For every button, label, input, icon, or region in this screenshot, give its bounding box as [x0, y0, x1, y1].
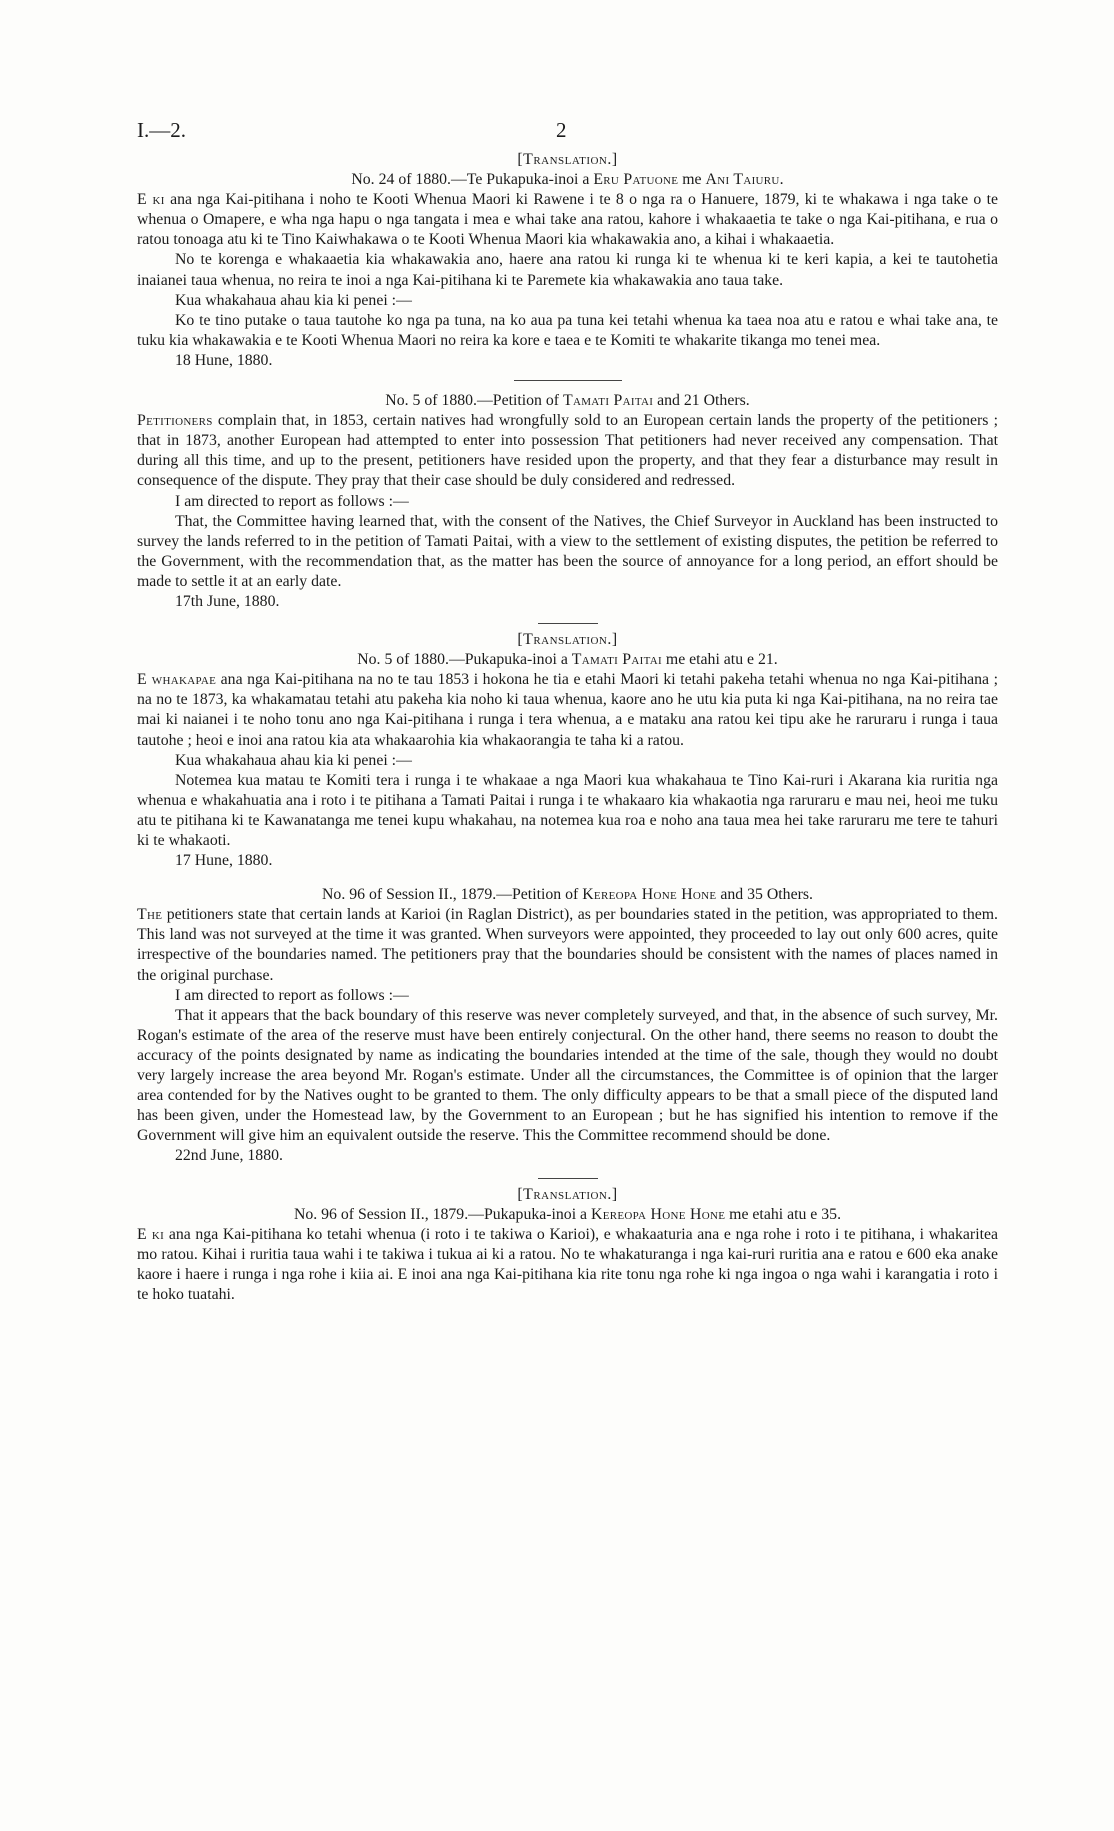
report-date: 18 Hune, 1880.: [175, 351, 273, 369]
section-heading: No. 96 of Session II., 1879.—Petition of Kereopa Hone Hone and 35 Others.: [322, 886, 813, 904]
petitioner-name: Kereopa Hone Hone: [591, 1205, 726, 1223]
section-petition-5-1880: [137, 391, 998, 612]
committee-report: That, the Committee having learned that, with the consent of the Natives, the Chief Surveyor in Auckland has been instructed to survey the lands referred to in the petition of Tamati Paitai, with a view to the settlement of existing disputes, the petition be referred to the Government, with the recommendation that, as the matter has been the source of annoyance for a long period, an effort should be made to settle it at an early date.: [137, 512, 998, 590]
section-heading: No. 24 of 1880.—Te Pukapuka-inoi a Eru Patuone me Ani Taiuru.: [351, 171, 784, 189]
section-translation-5-1880: [137, 630, 998, 871]
report-date: 17 Hune, 1880.: [175, 852, 273, 870]
paragraph: Kua whakahaua ahau kia ki penei :—: [175, 751, 412, 769]
section-petition-96-1879: [137, 885, 998, 1166]
section-heading: No. 96 of Session II., 1879.—Pukapuka-inoi a Kereopa Hone Hone me etahi atu e 35.: [293, 1205, 842, 1223]
committee-report: That it appears that the back boundary of this reserve was never completely surveyed, and that, in the absence of such survey, Mr. Rogan's estimate of the area of the reserve must have been entirely conjectural. On the other hand, there seems no reason to doubt the accuracy of the points designated by name as indicating the boundaries intended at the time of the sale, though they would no doubt very largely increase the area beyond Mr. Rogan's estimate. Under all the circumstances, the Committee is of opinion that the larger area contended for by the Natives ought to be granted to them. The only difficulty appears to be that a small piece of the disputed land has been given, under the Homestead law, by the Government to an European ; but he has signified his intention to remove if the Government will give him an equivalent outside the reserve. This the Committee recommend should be done.: [137, 1006, 998, 1145]
section-divider: [538, 1178, 598, 1179]
translation-label: [Translation.]: [517, 631, 618, 649]
committee-report: Notemea kua matau te Komiti tera i runga i te whakaae a nga Maori kua whakahaua te Tino Kai-ruri i Akarana kia ruritia nga whenua e whakahuatia ana i roto i te pitihana a Tamati Paitai i runga i te whakaaro kia whakaotia nga raruraru e mau nei, heoi me tuku atu te pitihana ki te Kawanatanga me tenei kupu whakahau, na notemea kua roa e noho ana taua mea hei take raruraru me tere te tahuri ki te whakaoti.: [137, 771, 998, 849]
section-translation-24-1880: [137, 150, 998, 371]
petition-summary: Petitioners complain that, in 1853, certain natives had wrongfully sold to an European certain lands the property of the petitioners ; that in 1873, another European had attempted to enter into possession That petitioners had never received any compensation. That during all this time, and up to the present, petitioners have resided upon the property, and that they fear a disturbance may result in consequence of the dispute. They pray that their case should be duly considered and redressed.: [137, 412, 998, 490]
section-divider: [538, 623, 598, 624]
section-spacer: [137, 871, 998, 885]
petitioner-name: Tamati Paitai: [571, 651, 662, 669]
page-header: [137, 118, 998, 150]
paragraph: I am directed to report as follows :—: [175, 492, 409, 510]
document-reference: I.—2.: [137, 118, 186, 142]
petition-summary: The petitioners state that certain lands at Karioi (in Raglan District), as per boundaries stated in the petition, was appropriated to them. This land was not surveyed at the time it was granted. When surveyors were appointed, they proceeded to lay out only 600 acres, quite irrespective of the boundaries named. The petitioners pray that the boundaries should be consistent with the names of places named in the original purchase.: [137, 906, 998, 984]
petition-summary: E ki ana nga Kai-pitihana ko tetahi whenua (i roto i te takiwa o Karioi), e whakaaturia ana e nga rohe i roto i te pitihana, i whakaritea mo ratou. Kihai i ruritia taua wahi i te takiwa i tukua ai ki a ratou. No te whakaturanga i nga kai-ruri ruritia ana e ratou e 600 eka anake kaore i haere i runga i nga rohe i kiia ai. E inoi ana nga Kai-pitihana kia rite tonu nga rohe ki nga ingoa o nga wahi i karangatia i roto i te hoko tuatahi.: [137, 1225, 998, 1303]
petitioner-name: Eru Patuone: [593, 171, 679, 189]
petitioner-name: Tamati Paitai: [563, 392, 654, 410]
translation-label: [Translation.]: [517, 1185, 618, 1203]
section-divider: [514, 380, 622, 381]
section-heading: No. 5 of 1880.—Pukapuka-inoi a Tamati Paitai me etahi atu e 21.: [357, 651, 778, 669]
committee-report: Ko te tino putake o taua tautohe ko nga pa tuna, na ko aua pa tuna kei tetahi whenua ka taea noa atu e ratou e whai take ana, te tuku kia whakawakia e te Kooti Whenua Maori no reira ka kore e taea e te Komiti te whakarite tikanga mo tenei mea.: [137, 311, 998, 349]
section-translation-96-1879: [137, 1185, 998, 1306]
petition-summary: E ki ana nga Kai-pitihana i noho te Kooti Whenua Maori ki Rawene i te 8 o nga ra o Hanuere, 1879, ki te whakawa i nga take o te whenua o Omapere, e wha nga hapu o nga tangata i mea e whai take ana ratou, kahore i whakaaetia te take o nga Kai-pitihana, e rua o ratou tonoaga atu ki te Tino Kaiwhakawa o te Kooti Whenua Maori kia whakawakia ano, a kihai i whakaaetia.: [137, 191, 999, 249]
paragraph: I am directed to report as follows :—: [175, 986, 409, 1004]
petition-summary: E whakapae ana nga Kai-pitihana na no te tau 1853 i hokona he tia e etahi Maori ki tetahi pakeha tetahi whenua no nga Kai-pitihana ; na no te 1873, ka whakamatau tetahi atu pakeha kia noho ki taua whenua, kaore ano he utu kia puta ki nga Kai-pitihana, na no reira tae mai ki naianei i te noho tonu ano nga Kai-pitihana i runga i tera whenua, a e mataku ana ratou kei tipu ake he raruraru i runga i taua tautohe ; heoi e inoi ana ratou kia ata whakaarohia kia whakaorangia te taha ki a ratou.: [137, 671, 998, 749]
paragraph: No te korenga e whakaaetia kia whakawakia ano, haere ana ratou ki runga ki te whenua ki te keri kapia, a kei te tautohetia inaianei taua whenua, no reira te inoi a nga Kai-pitihana ki te Paremete kia whakawakia ano taua take.: [137, 251, 998, 289]
petitioner-name: Ani Taiuru: [705, 171, 780, 189]
petitioner-name: Kereopa Hone Hone: [582, 886, 717, 904]
report-date: 22nd June, 1880.: [175, 1147, 283, 1165]
paragraph: Kua whakahaua ahau kia ki penei :—: [175, 291, 412, 309]
section-heading: No. 5 of 1880.—Petition of Tamati Paitai and 21 Others.: [385, 392, 750, 410]
translation-label: [Translation.]: [517, 151, 618, 168]
report-date: 17th June, 1880.: [175, 592, 280, 610]
page-number: 2: [556, 118, 567, 142]
